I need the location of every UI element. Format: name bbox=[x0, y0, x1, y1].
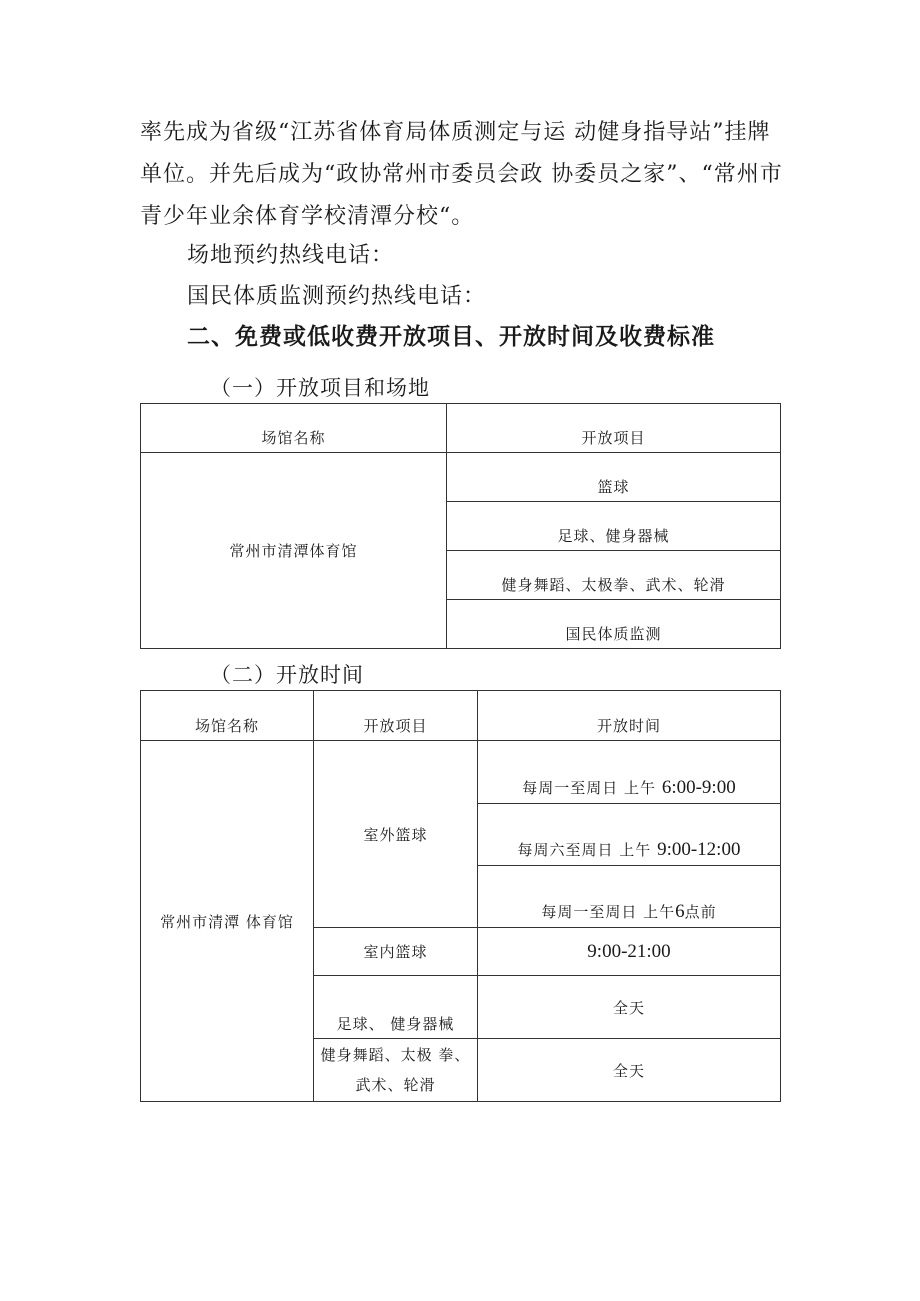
header-venue: 场馆名称 bbox=[141, 691, 314, 741]
dance-taichi-line1: 健身舞蹈、太极 拳、 bbox=[320, 1046, 471, 1064]
time-cell: 全天 bbox=[478, 976, 781, 1039]
intro-paragraph: 率先成为省级“江苏省体育局体质测定与运 动健身指导站”挂牌单位。并先后成为“政协常州市委员会政 协委员之家”、“常州市青少年业余体育学校清潭分校“。 bbox=[140, 120, 783, 229]
item-cell: 足球、健身器械 bbox=[447, 502, 781, 551]
time-cell: 9:00-21:00 bbox=[478, 928, 781, 976]
fitness-test-hotline: 国民体质监测预约热线电话： bbox=[187, 284, 487, 309]
header-time: 开放时间 bbox=[478, 691, 781, 741]
venue-name-cell: 常州市清潭体育馆 bbox=[141, 453, 447, 649]
time-cell: 每周一至周日 上午6点前 bbox=[478, 866, 781, 928]
open-items-table bbox=[140, 403, 781, 649]
time-cell: 全天 bbox=[478, 1039, 781, 1102]
item-cell: 国民体质监测 bbox=[447, 600, 781, 649]
open-hours-table bbox=[140, 690, 781, 1102]
header-items: 开放项目 bbox=[447, 404, 781, 453]
item-cell: 篮球 bbox=[447, 453, 781, 502]
dance-taichi-line2: 武术、轮滑 bbox=[355, 1076, 436, 1094]
venue-booking-hotline: 场地预约热线电话： bbox=[187, 243, 395, 268]
football-fitness-cell: 足球、 健身器械 bbox=[314, 976, 478, 1039]
time-cell: 每周六至周日 上午 9:00-12:00 bbox=[478, 804, 781, 866]
table2-heading: （二）开放时间 bbox=[210, 663, 364, 687]
header-item: 开放项目 bbox=[314, 691, 478, 741]
header-venue: 场馆名称 bbox=[141, 404, 447, 453]
item-cell: 健身舞蹈、太极拳、武术、轮滑 bbox=[447, 551, 781, 600]
section-heading: 二、免费或低收费开放项目、开放时间及收费标准 bbox=[187, 324, 715, 350]
dance-taichi-cell bbox=[314, 1039, 478, 1102]
outdoor-basketball-cell: 室外篮球 bbox=[314, 741, 478, 928]
indoor-basketball-cell: 室内篮球 bbox=[314, 928, 478, 976]
venue-name-cell: 常州市清潭 体育馆 bbox=[141, 741, 314, 1102]
table1-heading: （一）开放项目和场地 bbox=[210, 376, 430, 400]
time-cell: 每周一至周日 上午 6:00-9:00 bbox=[478, 741, 781, 804]
